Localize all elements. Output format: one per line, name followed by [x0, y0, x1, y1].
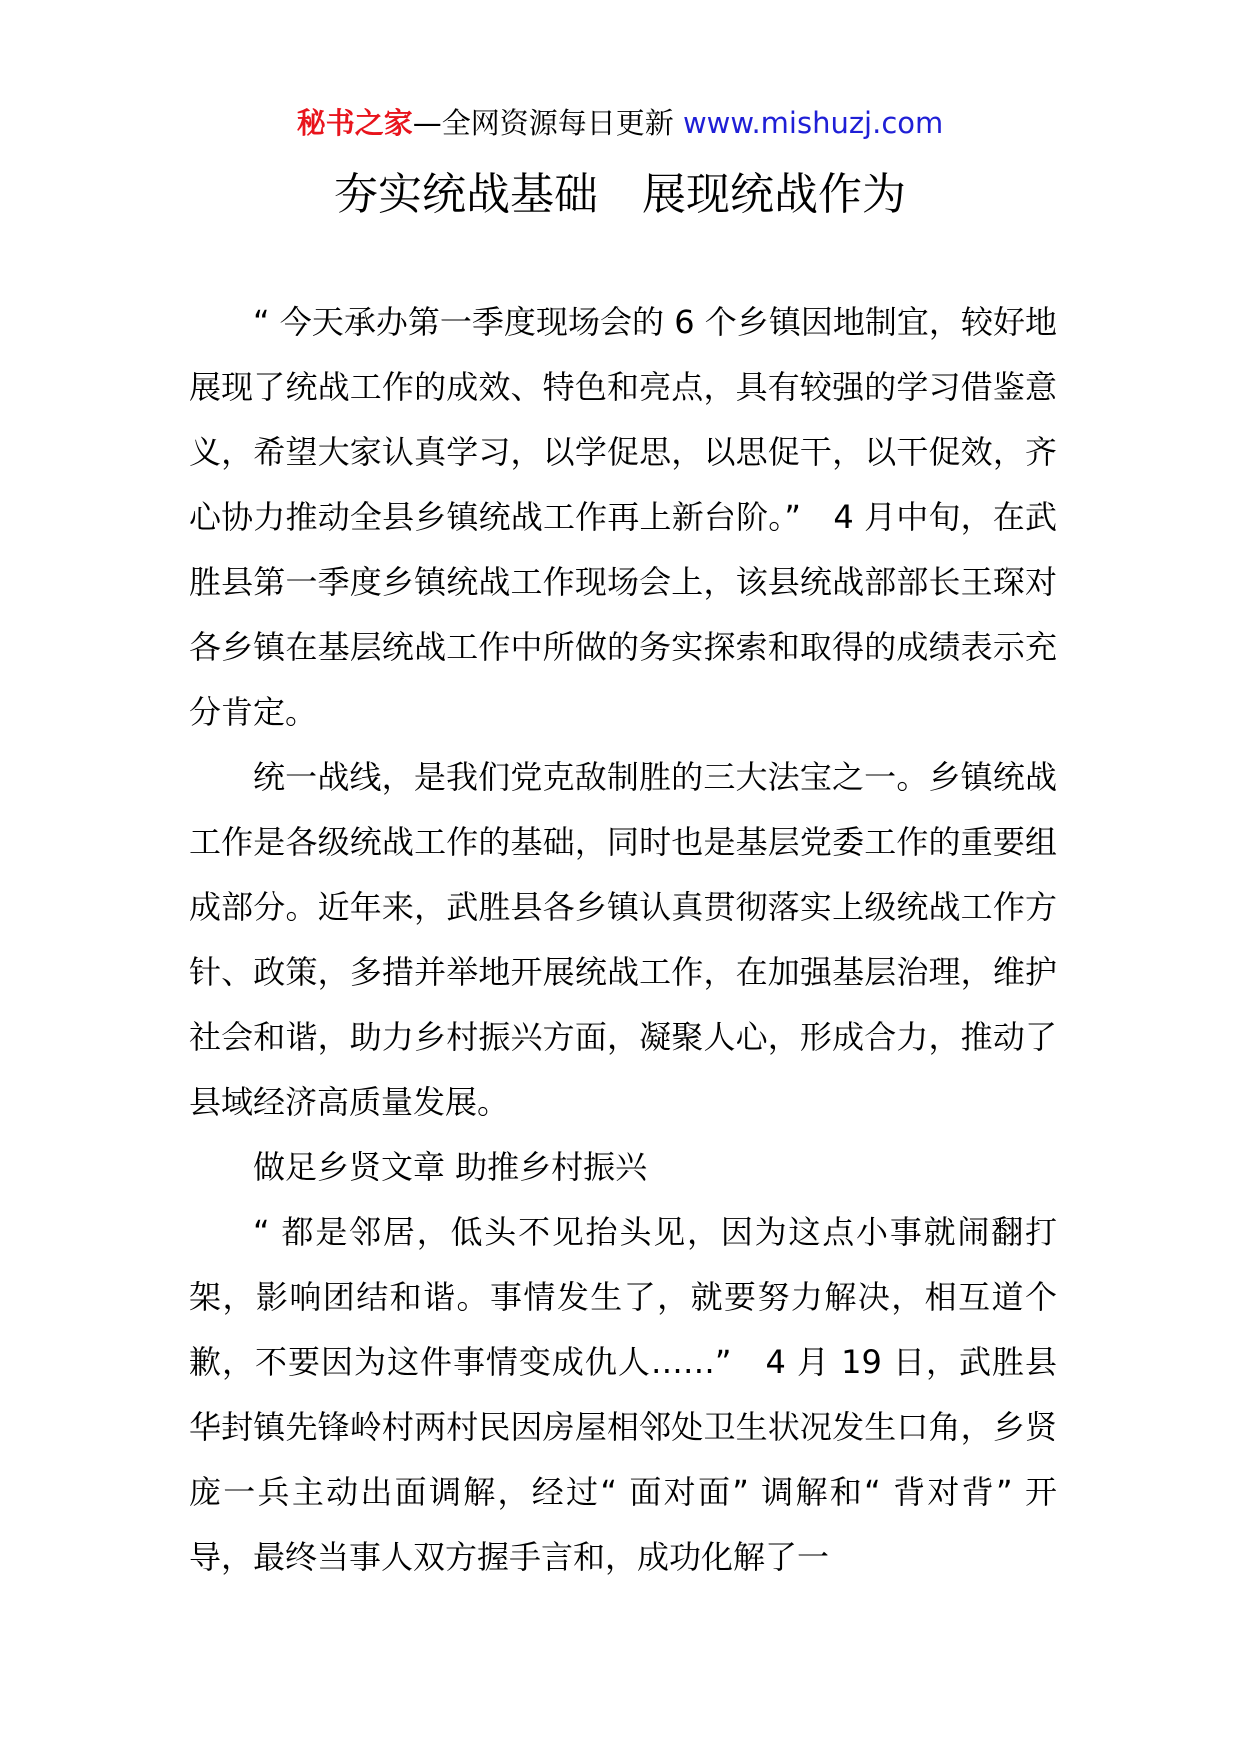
site-tagline: —全网资源每日更新 [412, 106, 674, 140]
section-heading: 做足乡贤文章 助推乡村振兴 [253, 1148, 648, 1186]
site-url-link[interactable]: www.mishuzj.com [682, 106, 944, 140]
paragraph-intro-quote: “ 今天承办第一季度现场会的 6 个乡镇因地制宜，较好地展现了统战工作的成效、特色和亮点，具有较强的学习借鉴意义，希望大家认真学习，以学促思，以思促干，以干促效，齐心协力推动全县乡镇统战工作再上新台阶。” 4 月中旬，在武胜县第一季度乡镇统战工作现场会上，该县统战部部长王琛对各乡镇在基层统战工作中所做的务实探索和取得的成绩表示充分肯定。 [189, 303, 1057, 731]
article-title: 夯实统战基础 展现统战作为 [334, 169, 906, 220]
paragraph-mediation: “ 都是邻居，低头不见抬头见，因为这点小事就闹翻打架，影响团结和谐。事情发生了，就要努力解决，相互道个歉，不要因为这件事情变成仇人……” 4 月 19 日，武胜县华封镇先锋岭村两村民因房屋相邻处卫生状况发生口角，乡贤庞一兵主动出面调解，经过“ 面对面” 调解和“ 背对背” 开导，最终当事人双方握手言和，成功化解了一 [189, 1213, 1057, 1576]
article-body [189, 290, 1057, 1590]
site-header [0, 103, 1240, 143]
paragraph-united-front: 统一战线，是我们党克敌制胜的三大法宝之一。乡镇统战工作是各级统战工作的基础，同时也是基层党委工作的重要组成部分。近年来，武胜县各乡镇认真贯彻落实上级统战工作方针、政策，多措并举地开展统战工作，在加强基层治理，维护社会和谐，助力乡村振兴方面，凝聚人心，形成合力，推动了县域经济高质量发展。 [189, 758, 1057, 1121]
site-brand: 秘书之家 [296, 106, 413, 140]
